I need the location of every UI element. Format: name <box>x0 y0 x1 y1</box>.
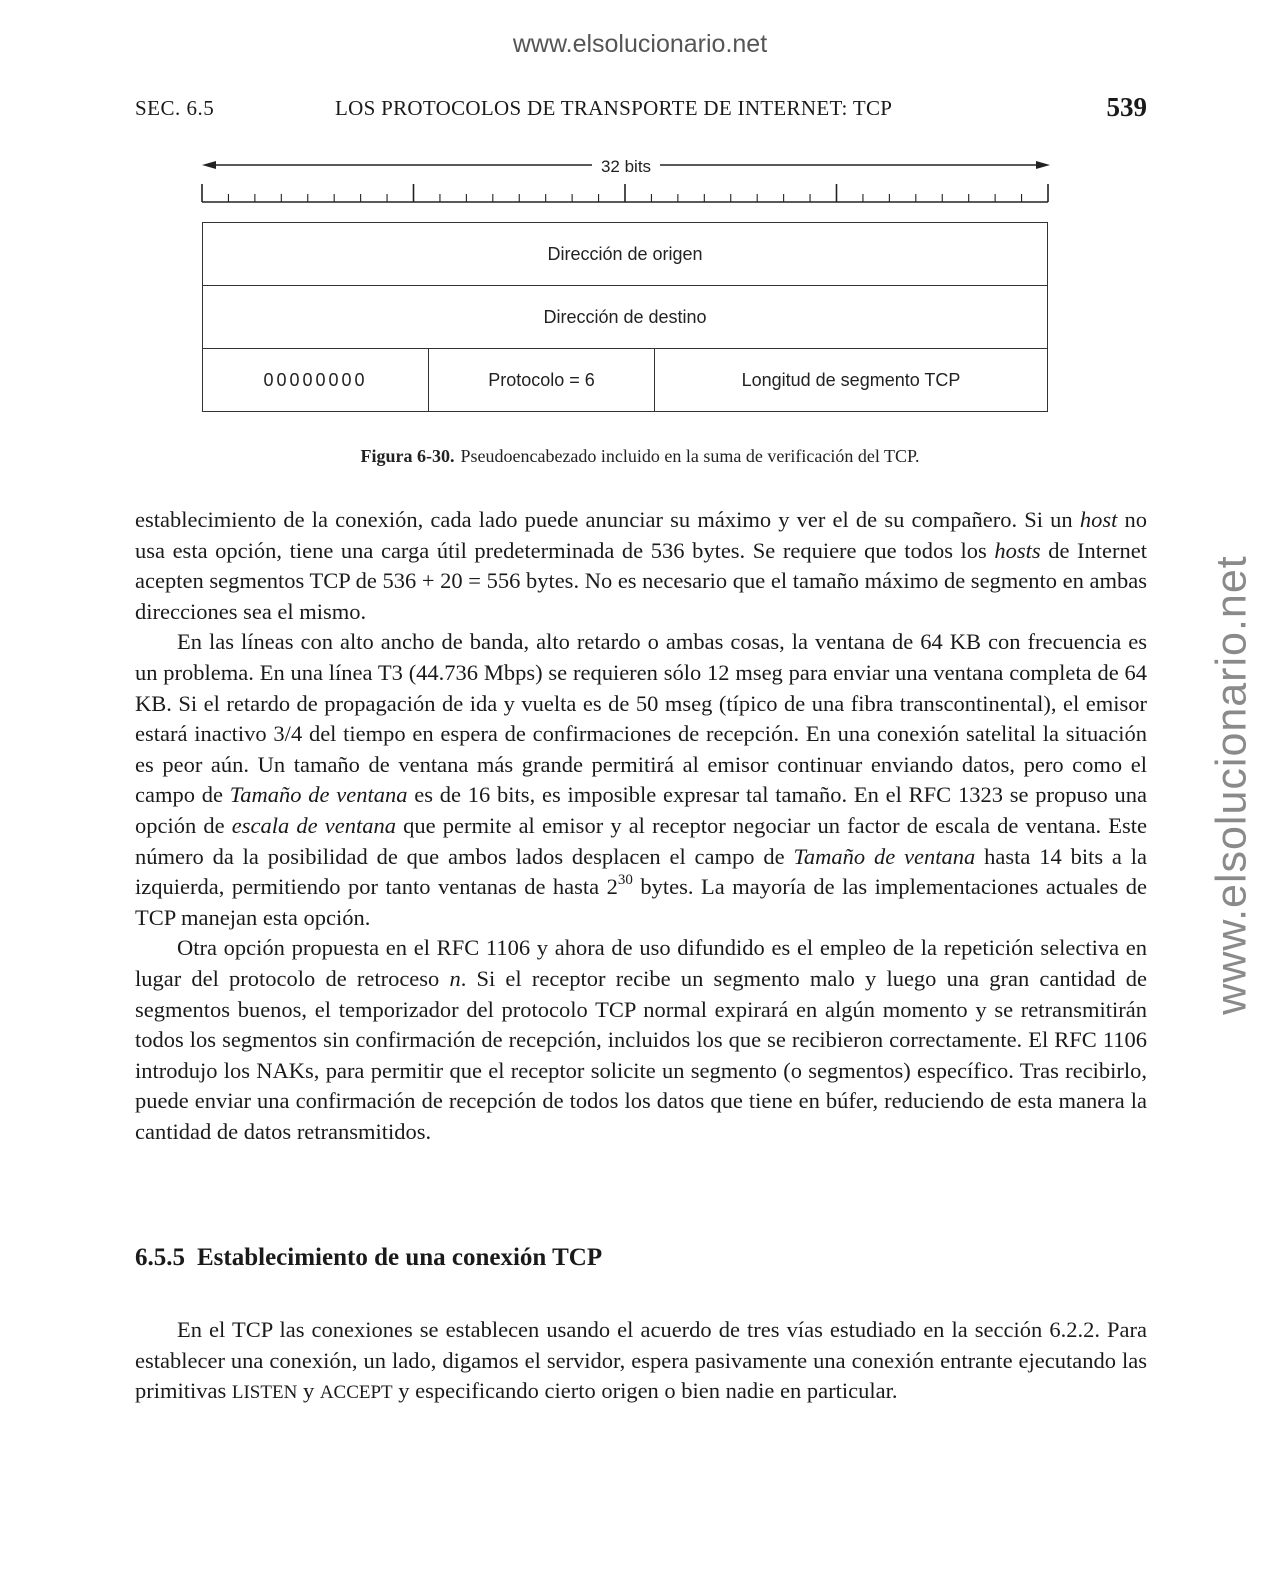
paragraph-4: En el TCP las conexiones se establecen usando el acuerdo de tres vías estudiado en la sección 6.2.2. Para establecer una conexión, un lado, digamos el servidor, espera pasivamente una conexión entrante ejecutando las primitivas LISTEN y ACCEPT y especificando cierto origen o bien nadie en particular. <box>135 1317 1147 1404</box>
figure-caption <box>0 446 1280 467</box>
bit-ticks <box>202 184 1048 202</box>
body-text <box>135 505 1147 1147</box>
section-number: 6.5.5 <box>135 1244 185 1271</box>
bits-label: 32 bits <box>600 157 652 176</box>
destination-address-field: Dirección de destino <box>203 286 1048 349</box>
source-address-field: Dirección de origen <box>203 223 1048 286</box>
arrow-left-icon <box>202 161 216 169</box>
chapter-title: LOS PROTOCOLOS DE TRANSPORTE DE INTERNET: TCP <box>335 96 893 120</box>
caption-text: Pseudoencabezado incluido en la suma de verificación del TCP. <box>460 446 920 466</box>
paragraph-3: Otra opción propuesta en el RFC 1106 y ahora de uso difundido es el empleo de la repetición selectiva en lugar del protocolo de retroceso n. Si el receptor recibe un segmento malo y luego una gran cantidad de segmentos buenos, el temporizador del protocolo TCP normal expirará en algún momento y se retransmitirán todos los segmentos sin confirmación de recepción, incluidos los que se recibieron correctamente. El RFC 1106 introdujo los NAKs, para permitir que el receptor solicite un segmento (o segmentos) específico. Tras recibirlo, puede enviar una confirmación de recepción de todos los datos que tiene en búfer, reduciendo de esta manera la cantidad de datos retransmitidos. <box>135 935 1148 1144</box>
protocol-field: Protocolo = 6 <box>429 349 655 412</box>
figure-6-30 <box>200 150 1052 420</box>
tcp-length-field: Longitud de segmento TCP <box>655 349 1048 412</box>
bit-ruler <box>200 150 1052 210</box>
watermark-top: www.elsolucionario.net <box>512 30 768 58</box>
section-heading <box>135 1244 602 1272</box>
page-number: 539 <box>1106 92 1147 122</box>
paragraph-1: establecimiento de la conexión, cada lado puede anunciar su máximo y ver el de su compañero. Si un host no usa esta opción, tiene una carga útil predeterminada de 536 bytes. Se requiere que todos los hosts de Internet acepten segmentos TCP de 536 + 20 = 556 bytes. No es necesario que el tamaño máximo de segmento en ambas direcciones sea el mismo. <box>135 507 1148 624</box>
body-text-section <box>135 1315 1147 1409</box>
section-label: SEC. 6.5 <box>135 96 215 120</box>
paragraph-2: En las líneas con alto ancho de banda, alto retardo o ambas cosas, la ventana de 64 KB con frecuencia es un problema. En una línea T3 (44.736 Mbps) se requieren sólo 12 mseg para enviar una ventana completa de 64 KB. Si el retardo de propagación de ida y vuelta es de 50 mseg (típico de una fibra transcontinental), el emisor estará inactivo 3/4 del tiempo en espera de confirmaciones de recepción. En una conexión satelital la situación es peor aún. Un tamaño de ventana más grande permitirá al emisor continuar enviando datos, pero como el campo de Tamaño de ventana es de 16 bits, es imposible expresar tal tamaño. En el RFC 1323 se propuso una opción de escala de ventana que permite al emisor y al receptor negociar un factor de escala de ventana. Este número da la posibilidad de que ambos lados desplacen el campo de Tamaño de ventana hasta 14 bits a la izquierda, permitiendo por tanto ventanas de hasta $2^{30}$ bytes. La mayoría de las implementaciones actuales de TCP manejan esta opción. <box>135 629 1148 930</box>
arrow-right-icon <box>1036 161 1050 169</box>
section-title: Establecimiento de una conexión TCP <box>197 1244 603 1271</box>
zeros-field: 00000000 <box>203 349 429 412</box>
pseudo-header-table <box>202 222 1048 412</box>
running-head <box>135 92 1147 124</box>
watermark-side: www.elsolucionario.net <box>1207 555 1256 1015</box>
caption-label: Figura 6-30. <box>360 446 455 466</box>
